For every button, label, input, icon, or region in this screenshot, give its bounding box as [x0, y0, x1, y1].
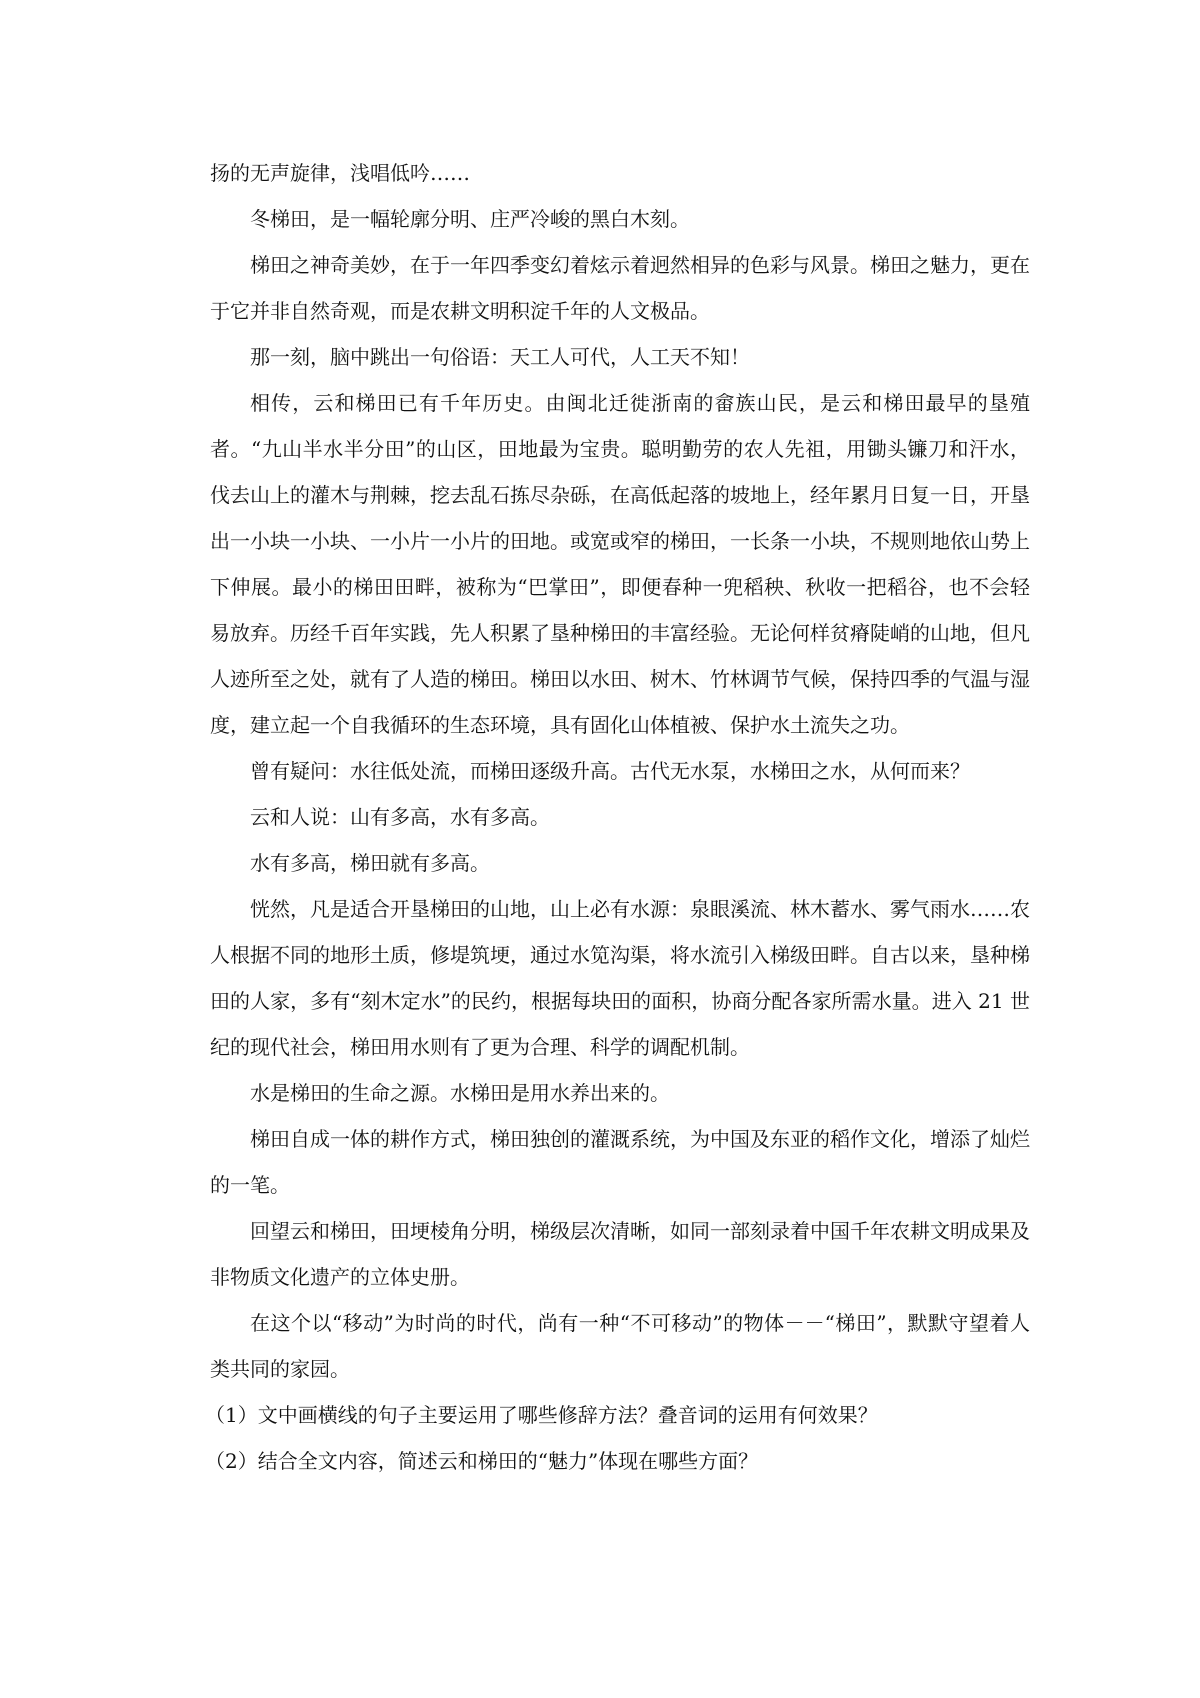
paragraph-yunhe-saying: 云和人说：山有多高，水有多高。 [250, 805, 550, 829]
paragraph-home: 在这个以“移动”为时尚的时代，尚有一种“不可移动”的物体－－“梯田”，默默守望着人类共同的家园。 [210, 1311, 1030, 1381]
paragraph-source-of-life: 水是梯田的生命之源。水梯田是用水养出来的。 [250, 1081, 670, 1105]
paragraph-question-water: 曾有疑问：水往低处流，而梯田逐级升高。古代无水泵，水梯田之水，从何而来？ [250, 759, 970, 783]
paragraph-water-height: 水有多高，梯田就有多高。 [250, 851, 490, 875]
paragraph-proverb: 那一刻，脑中跳出一句俗语：天工人可代，人工天不知！ [250, 345, 750, 369]
paragraph-charm: 梯田之神奇美妙，在于一年四季变幻着炫示着迥然相异的色彩与风景。梯田之魅力，更在于它并非自然奇观，而是农耕文明积淀千年的人文极品。 [210, 253, 1030, 323]
paragraph-winter-terraces: 冬梯田，是一幅轮廓分明、庄严冷峻的黑白木刻。 [250, 207, 690, 231]
article-body [205, 150, 1030, 1484]
paragraph-history-book: 回望云和梯田，田埂棱角分明，梯级层次清晰，如同一部刻录着中国千年农耕文明成果及非物质文化遗产的立体史册。 [210, 1219, 1030, 1289]
paragraph-history: 相传，云和梯田已有千年历史。由闽北迁徙浙南的畲族山民，是云和梯田最早的垦殖者。“九山半水半分田”的山区，田地最为宝贵。聪明勤劳的农人先祖，用锄头镰刀和汗水，伐去山上的灌木与荆棘，挖去乱石拣尽杂砾，在高低起落的坡地上，经年累月日复一日，开垦出一小块一小块、一小片一小片的田地。或宽或窄的梯田，一长条一小块，不规则地依山势上下伸展。最小的梯田田畔，被称为“巴掌田”，即便春种一兜稻秧、秋收一把稻谷，也不会轻易放弃。历经千百年实践，先人积累了垦种梯田的丰富经验。无论何样贫瘠陡峭的山地，但凡人迹所至之处，就有了人造的梯田。梯田以水田、树木、竹林调节气候，保持四季的气温与湿度，建立起一个自我循环的生态环境，具有固化山体植被、保护水土流失之功。 [210, 391, 1030, 737]
question-1: （1）文中画横线的句子主要运用了哪些修辞方法？叠音词的运用有何效果？ [205, 1403, 878, 1427]
paragraph-continuation: 扬的无声旋律，浅唱低吟…… [210, 161, 470, 185]
question-2: （2）结合全文内容，简述云和梯田的“魅力”体现在哪些方面？ [205, 1449, 759, 1473]
paragraph-water-source: 恍然，凡是适合开垦梯田的山地，山上必有水源：泉眼溪流、林木蓄水、雾气雨水……农人根据不同的地形土质，修堤筑埂，通过水笕沟渠，将水流引入梯级田畔。自古以来，垦种梯田的人家，多有“刻木定水”的民约，根据每块田的面积，协商分配各家所需水量。进入 21 世纪的现代社会，梯田用水则有了更为合理、科学的调配机制。 [210, 897, 1030, 1059]
paragraph-irrigation: 梯田自成一体的耕作方式，梯田独创的灌溉系统，为中国及东亚的稻作文化，增添了灿烂的一笔。 [210, 1127, 1030, 1197]
